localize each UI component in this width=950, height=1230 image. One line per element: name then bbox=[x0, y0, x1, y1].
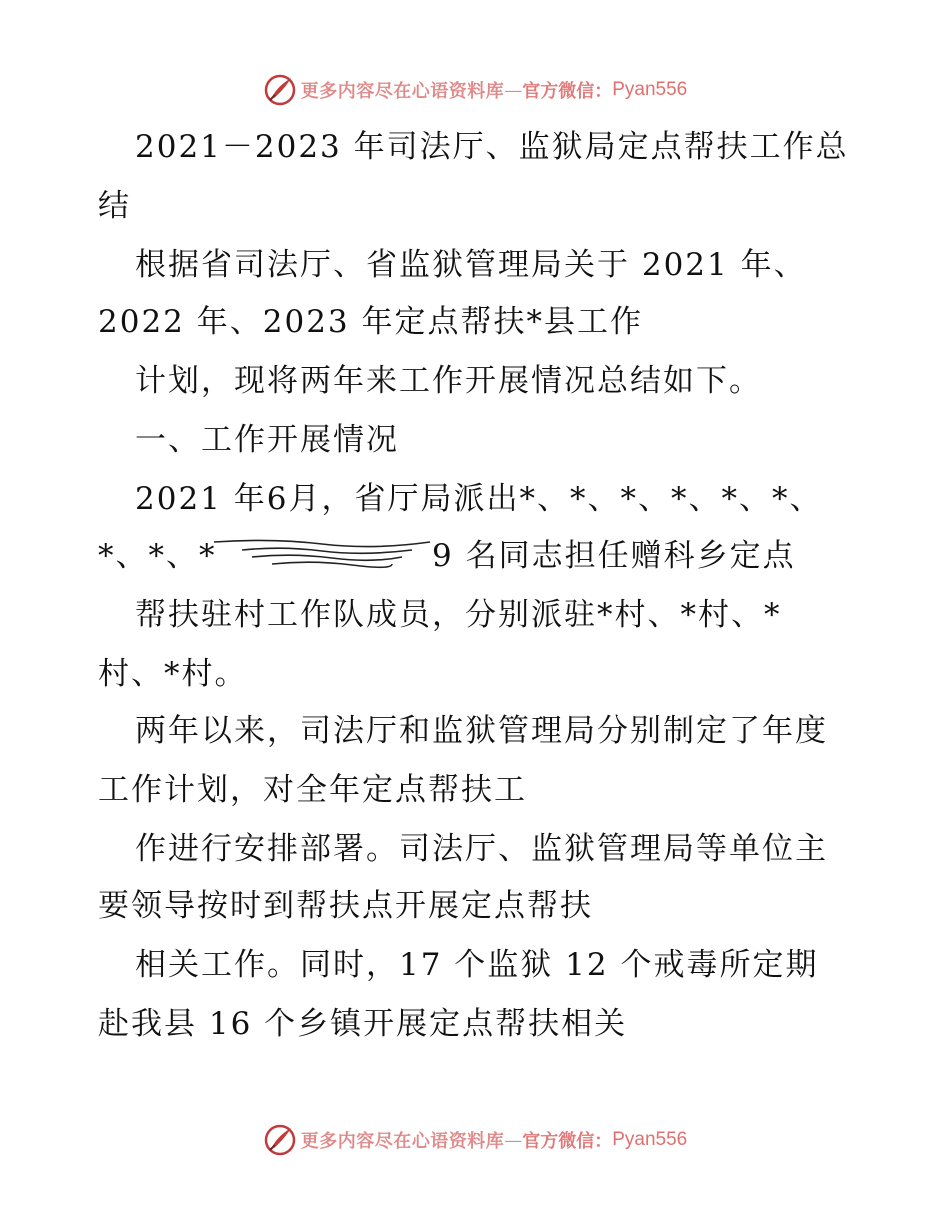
paragraph-line: 作进行安排部署。司法厅、监狱管理局等单位主 bbox=[135, 831, 828, 867]
paragraph-line: 赴我县 16 个乡镇开展定点帮扶相关 bbox=[98, 1006, 628, 1042]
paragraph-line: 两年以来，司法厅和监狱管理局分别制定了年度 bbox=[135, 713, 828, 749]
section-heading: 一、工作开展情况 bbox=[135, 422, 399, 458]
banner-wechat-id: Pyan556 bbox=[612, 79, 688, 100]
paragraph-line: 工作计划，对全年定点帮扶工 bbox=[98, 772, 527, 808]
banner-wechat-label: 官方微信： bbox=[522, 1131, 613, 1152]
paragraph-line: 9 名同志担任赠科乡定点 bbox=[432, 538, 796, 574]
quill-logo-icon bbox=[263, 73, 297, 107]
banner-separator: — bbox=[504, 79, 523, 101]
banner-wechat-id: Pyan556 bbox=[612, 1129, 688, 1150]
paragraph-line: 2022 年、2023 年定点帮扶*县工作 bbox=[98, 304, 643, 340]
quill-logo-icon bbox=[263, 1123, 297, 1157]
wavy-underline-mark bbox=[212, 536, 432, 572]
paragraph-line: *、*、* bbox=[98, 538, 217, 574]
title-line-1: 2021－2023 年司法厅、监狱局定点帮扶工作总 bbox=[135, 129, 849, 165]
banner-text: 更多内容尽在心语资料库 bbox=[300, 81, 505, 102]
paragraph-line: 村、*村。 bbox=[98, 656, 248, 692]
banner-text: 更多内容尽在心语资料库 bbox=[300, 1131, 505, 1152]
paragraph-line: 2021 年6月，省厅局派出*、*、*、*、*、*、 bbox=[135, 481, 823, 517]
paragraph-line: 计划，现将两年来工作开展情况总结如下。 bbox=[135, 363, 762, 399]
paragraph-line: 相关工作。同时，17 个监狱 12 个戒毒所定期 bbox=[135, 947, 819, 983]
title-line-2: 结 bbox=[98, 188, 131, 224]
header-banner bbox=[0, 70, 950, 110]
paragraph-line: 帮扶驻村工作队成员，分别派驻*村、*村、* bbox=[135, 597, 782, 633]
banner-wechat-label: 官方微信： bbox=[522, 81, 613, 102]
paragraph-line: 根据省司法厅、省监狱管理局关于 2021 年、 bbox=[135, 247, 807, 283]
paragraph-line: 要领导按时到帮扶点开展定点帮扶 bbox=[98, 888, 593, 924]
footer-banner bbox=[0, 1120, 950, 1160]
banner-separator: — bbox=[504, 1129, 523, 1151]
